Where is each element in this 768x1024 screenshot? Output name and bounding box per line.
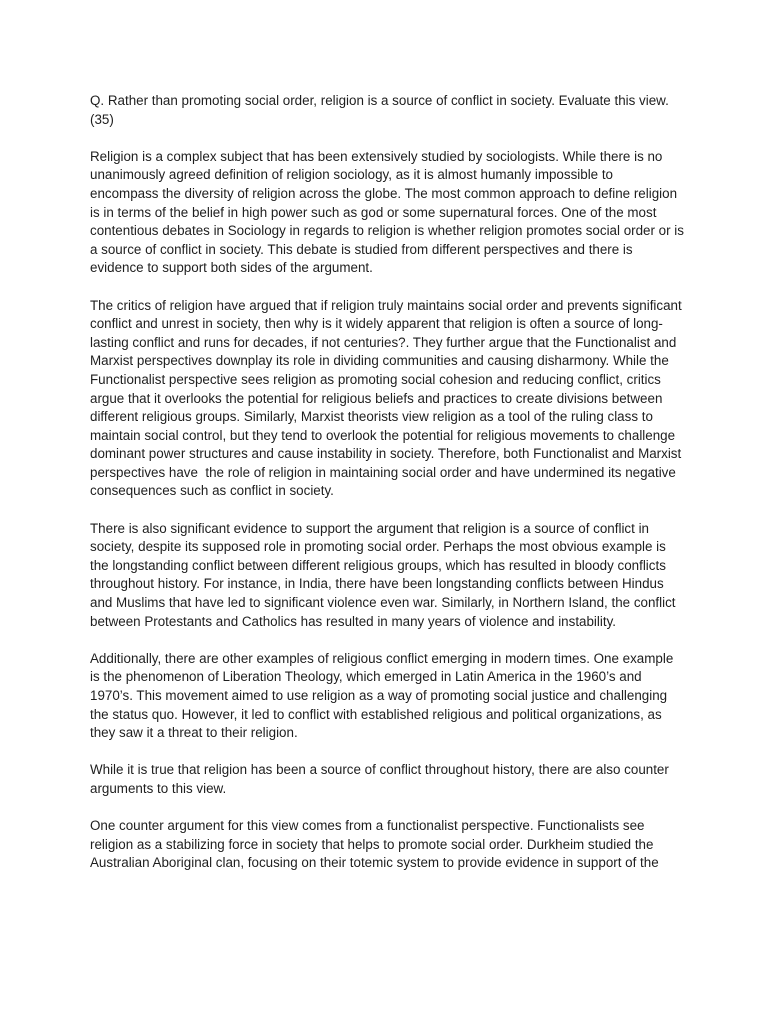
paragraph-transition: While it is true that religion has been a source of conflict throughout history, there are also counter arguments to this view. — [90, 762, 673, 796]
paragraph-introduction: Religion is a complex subject that has been extensively studied by sociologists. While there is no unanimously agreed definition of religion sociology, as it is almost humanly impossible to encompass the diversity of religion across the globe. The most common approach to define religion is in terms of the belief in high power such as god or some supernatural forces. One of the most contentious debates in Sociology in regards to religion is whether religion promotes social order or is a source of conflict in society. This debate is studied from different perspectives and there is evidence to support both sides of the argument. — [90, 148, 688, 276]
paragraph-functionalist: One counter argument for this view comes from a functionalist perspective. Functionalists see religion as a stabilizing force in society that helps to promote social order. Durkheim studied the Australian Aboriginal clan, focusing on their totemic system to provide evidence in support of the — [90, 818, 659, 871]
paragraph-modern-examples: Additionally, there are other examples of religious conflict emerging in modern times. One example is the phenomenon of Liberation Theology, which emerged in Latin America in the 1960’s and 1970’s. This movement aimed to use religion as a way of promoting social justice and challenging the status quo. However, it led to conflict with established religious and political organizations, as they saw it a threat to their religion. — [90, 650, 678, 741]
essay-body — [90, 92, 688, 892]
paragraph-evidence: There is also significant evidence to support the argument that religion is a source of conflict in society, despite its supposed role in promoting social order. Perhaps the most obvious example is the longstanding conflict between different religious groups, which has resulted in bloody conflicts throughout history. For instance, in India, there have been longstanding conflicts between Hindus and Muslims that have led to significant violence even war. Similarly, in Northern Island, the conflict between Protestants and Catholics has resulted in many years of violence and instability. — [90, 520, 680, 629]
paragraph-critics: The critics of religion have argued that if religion truly maintains social order and prevents significant conflict and unrest in society, then why is it widely apparent that religion is often a source of long-lasting conflict and runs for decades, if not centuries?. They further argue that the Functionalist and Marxist perspectives downplay its role in dividing communities and causing disharmony. While the Functionalist perspective sees religion as promoting social cohesion and reducing conflict, critics argue that it overlooks the potential for religious beliefs and practices to create divisions between different religious groups. Similarly, Marxist theorists view religion as a tool of the ruling class to maintain social control, but they tend to overlook the potential for religious movements to challenge dominant power structures and cause instability in society. Therefore, both Functionalist and Marxist perspectives have the role of religion in maintaining social order and have undermined its negative consequences such as conflict in society. — [90, 297, 686, 499]
question-heading: Q. Rather than promoting social order, religion is a source of conflict in society. Evaluate this view. (35) — [90, 93, 673, 127]
